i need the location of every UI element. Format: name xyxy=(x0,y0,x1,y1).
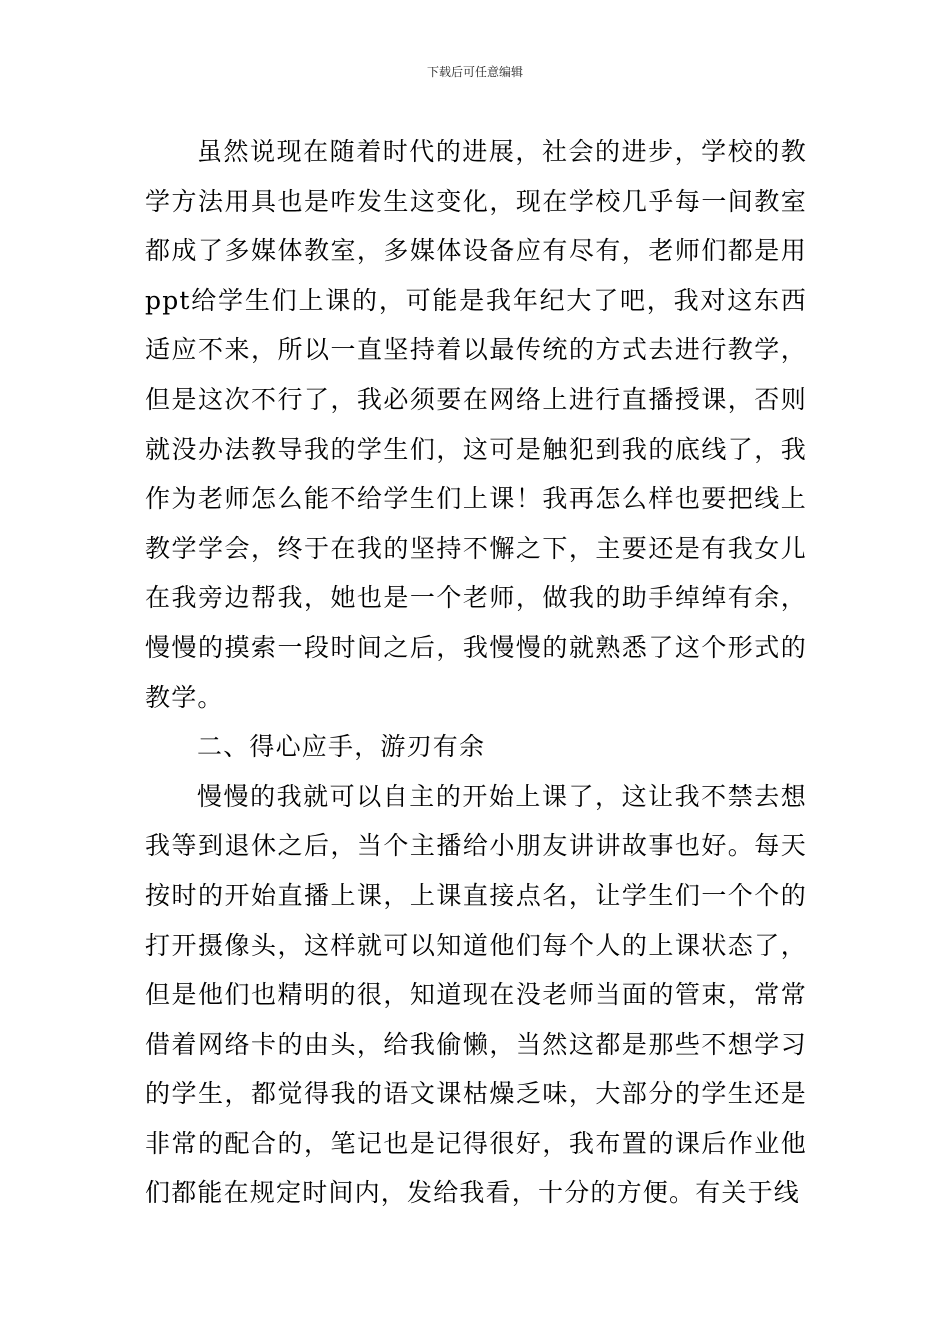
page-header: 下载后可任意编辑 xyxy=(426,65,523,79)
paragraph-section-two: 慢慢的我就可以自主的开始上课了，这让我不禁去想我等到退休之后，当个主播给小朋友讲讲故事也好。每天按时的开始直播上课，上课直接点名，让学生们一个个的打开摄像头，这样就可以知道他们每个人的上课状态了，但是他们也精明的很，知道现在没老师当面的管束，常常借着网络卡的由头，给我偷懒，当然这都是那些不想学习的学生，都觉得我的语文课枯燥乏味，大部分的学生还是非常的配合的，笔记也是记得很好，我布置的课后作业他们都能在规定时间内，发给我看，十分的方便。有关于线 xyxy=(145,781,807,1208)
document-body xyxy=(145,127,807,1218)
section-heading: 二、得心应手，游刃有余 xyxy=(197,732,486,762)
paragraph-intro: 虽然说现在随着时代的进展，社会的进步，学校的教学方法用具也是咋发生这变化，现在学校几乎每一间教室都成了多媒体教室，多媒体设备应有尽有，老师们都是用ppt给学生们上课的，可能是我年纪大了吧，我对这东西适应不来，所以一直坚持着以最传统的方式去进行教学，但是这次不行了，我必须要在网络上进行直播授课，否则就没办法教导我的学生们，这可是触犯到我的底线了，我作为老师怎么能不给学生们上课！我再怎么样也要把线上教学学会，终于在我的坚持不懈之下，主要还是有我女儿在我旁边帮我，她也是一个老师，做我的助手绰绰有余，慢慢的摸索一段时间之后，我慢慢的就熟悉了这个形式的教学。 xyxy=(145,137,807,712)
